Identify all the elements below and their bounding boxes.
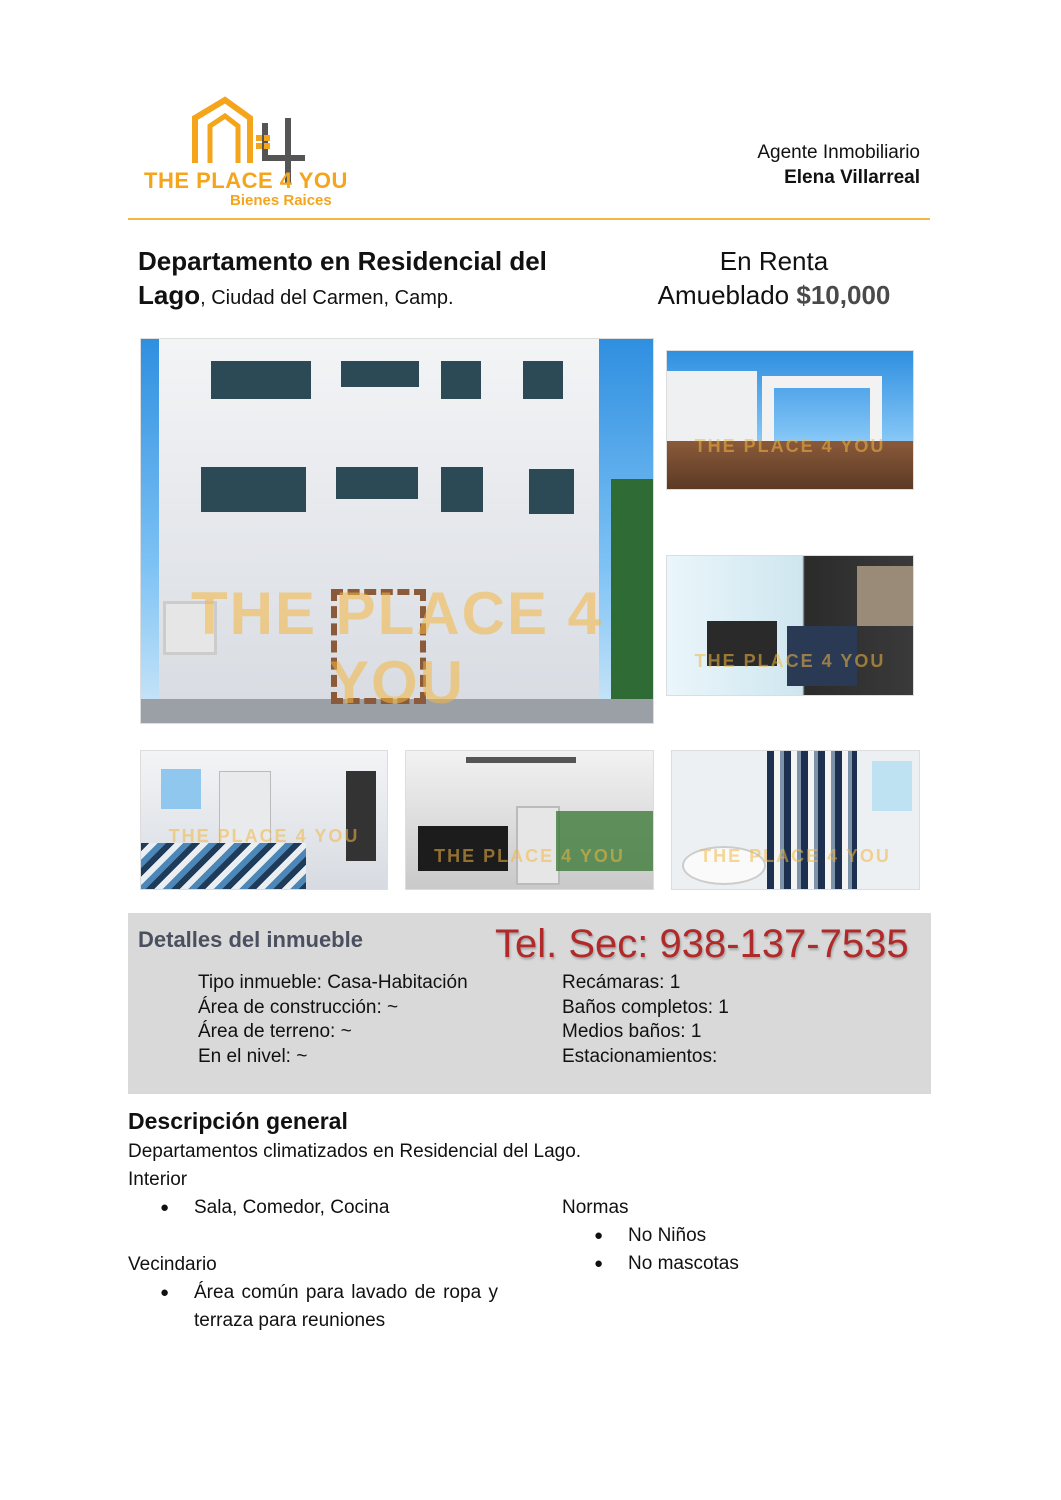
description-intro: Departamentos climatizados en Residencial del Lago.: [128, 1141, 582, 1162]
vecindario-list: [160, 1279, 498, 1335]
photo-terrace[interactable]: [666, 350, 914, 490]
normas-list: [594, 1222, 894, 1278]
title-line1: Departamento en Residencial del: [138, 246, 547, 276]
listing-title: [138, 244, 618, 315]
operation-type: En Renta: [719, 246, 829, 276]
normas-label: Normas: [562, 1197, 629, 1218]
details-right-column: [562, 971, 729, 1069]
listing-location: , Ciudad del Carmen, Camp.: [200, 287, 454, 309]
photo-watermark: THE PLACE 4 YOU: [168, 826, 360, 846]
price: $10,000: [796, 280, 891, 310]
interior-label: Interior: [128, 1169, 188, 1190]
photo-watermark: THE PLACE 4 YOU: [694, 436, 886, 456]
list-item: ● No mascotas: [594, 1250, 894, 1278]
photo-watermark: THE PLACE 4 YOU: [190, 580, 604, 716]
interior-list: [160, 1194, 500, 1222]
logo-sub-text: Bienes Raices: [230, 192, 332, 209]
detail-area-construccion: Área de construcción: ~: [198, 996, 399, 1018]
vecindario-label: Vecindario: [128, 1254, 217, 1275]
detail-tipo: Tipo inmueble: Casa-Habitación: [198, 972, 468, 993]
details-left-column: [198, 971, 468, 1069]
list-item: ● Área común para lavado de ropa y terraza para reuniones: [160, 1279, 498, 1335]
list-item: ● No Niños: [594, 1222, 894, 1250]
agent-role: Agente Inmobiliario: [757, 142, 920, 163]
detail-area-terreno: Área de terreno: ~: [198, 1021, 352, 1042]
header-divider: [128, 218, 930, 220]
photo-facade[interactable]: [140, 338, 654, 724]
detail-recamaras: Recámaras: 1: [562, 972, 681, 993]
photo-bathroom[interactable]: [671, 750, 920, 890]
agent-name: Elena Villarreal: [784, 167, 920, 188]
detail-medios-banos: Medios baños: 1: [562, 1021, 702, 1042]
photo-bedroom[interactable]: [140, 750, 388, 890]
logo-brand-text: THE PLACE 4 YOU: [144, 168, 348, 193]
offer-block: [640, 244, 908, 312]
photo-watermark: THE PLACE 4 YOU: [434, 846, 625, 866]
phone-number[interactable]: Tel. Sec: 938-137-7535: [495, 922, 909, 966]
detail-estacionamientos: Estacionamientos:: [562, 1045, 718, 1067]
agent-block: [757, 140, 920, 190]
furnished-label: Amueblado: [657, 280, 790, 310]
description-title: Descripción general: [128, 1108, 348, 1134]
photo-watermark: THE PLACE 4 YOU: [700, 846, 891, 866]
detail-nivel: En el nivel: ~: [198, 1045, 308, 1067]
company-logo: [140, 88, 350, 213]
photo-dining[interactable]: [666, 555, 914, 696]
details-title: Detalles del inmueble: [138, 927, 363, 952]
detail-banos: Baños completos: 1: [562, 996, 729, 1018]
title-line2: Lago: [138, 280, 201, 310]
photo-living[interactable]: [405, 750, 654, 890]
list-item: ● Sala, Comedor, Cocina: [160, 1194, 500, 1222]
photo-watermark: THE PLACE 4 YOU: [694, 651, 886, 671]
